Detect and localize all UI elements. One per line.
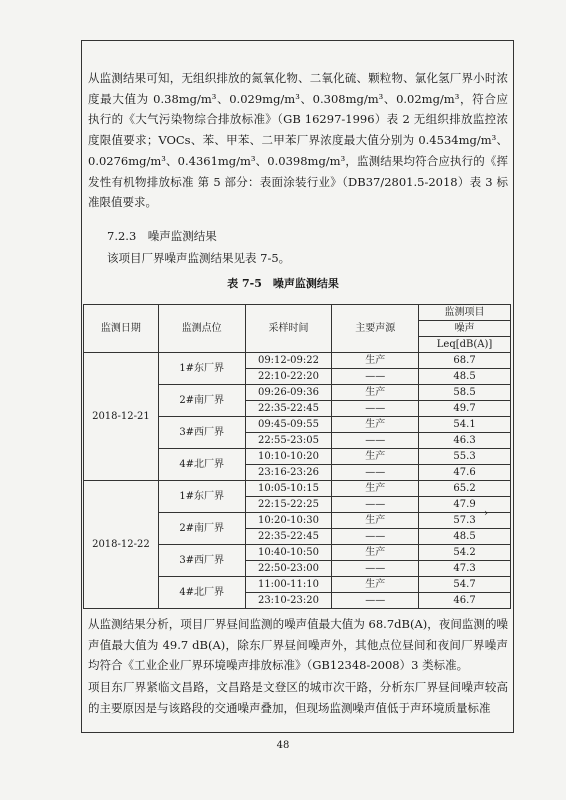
cell-date: 2018-12-22 (84, 481, 159, 609)
cell-time: 10:10-10:20 (245, 449, 332, 465)
paragraph-noise-analysis: 从监测结果分析，项目厂界昼间监测的噪声值最大值为 68.7dB(A)，夜间监测的噪声值最大值为 49.7 dB(A)，除东厂界昼间噪声外，其他点位昼间和夜间厂界噪声均符合《工业企业厂界环境噪声排放标准》（GB12348-2008）3 类标准。 (88, 617, 508, 673)
cell-value: 54.7 (419, 577, 511, 593)
cell-value: 46.3 (419, 433, 511, 449)
cell-value: 49.7 (419, 401, 511, 417)
cell-value: 54.1 (419, 417, 511, 433)
cell-source: 生产 (332, 577, 419, 593)
cell-source: —— (332, 561, 419, 577)
cell-time: 22:35-22:45 (245, 401, 332, 417)
cell-value: 65.2 (419, 481, 511, 497)
cell-source: 生产 (332, 545, 419, 561)
noise-table (83, 304, 511, 609)
cell-value: 48.5 (419, 529, 511, 545)
cell-point: 4#北厂界 (158, 577, 245, 609)
cell-value: 58.5 (419, 385, 511, 401)
cell-point: 1#东厂界 (158, 481, 245, 513)
table-caption: 表 7-5 噪声监测结果 (227, 277, 339, 290)
margin-mark: › (484, 508, 488, 519)
cell-date: 2018-12-21 (84, 353, 159, 481)
cell-time: 22:50-23:00 (245, 561, 332, 577)
section-heading: 7.2.3 噪声监测结果 (107, 229, 217, 243)
cell-time: 09:12-09:22 (245, 353, 332, 369)
cell-source: —— (332, 465, 419, 481)
cell-source: —— (332, 593, 419, 609)
cell-source: 生产 (332, 417, 419, 433)
cell-source: 生产 (332, 481, 419, 497)
cell-time: 10:05-10:15 (245, 481, 332, 497)
cell-source: 生产 (332, 449, 419, 465)
cell-source: —— (332, 497, 419, 513)
cell-point: 2#南厂界 (158, 513, 245, 545)
cell-value: 55.3 (419, 449, 511, 465)
cell-point: 3#西厂界 (158, 417, 245, 449)
cell-source: 生产 (332, 385, 419, 401)
table-row (84, 353, 511, 369)
cell-point: 4#北厂界 (158, 449, 245, 481)
paragraph-air-results: 从监测结果可知，无组织排放的氮氧化物、二氧化硫、颗粒物、氯化氢厂界小时浓度最大值为 0.38mg/m³、0.029mg/m³、0.308mg/m³、0.02mg/m³，符合应执行的《大气污染物综合排放标准》（GB 16297-1996）表 2 无组织排放监控浓度限值要求；VOCs、苯、甲苯、二甲苯厂界浓度最大值分别为 0.4534mg/m³、0.0276mg/m³、0.4361mg/m³、0.0398mg/m³，监测结果均符合应执行的《挥发性有机物排放标准 第 5 部分：表面涂装行业》（DB37/2801.5-2018）表 3 标准限值要求。 (88, 71, 508, 210)
cell-time: 10:20-10:30 (245, 513, 332, 529)
cell-value: 47.6 (419, 465, 511, 481)
header-point: 监测点位 (158, 305, 245, 353)
cell-value: 47.9 (419, 497, 511, 513)
table-row (84, 481, 511, 497)
cell-time: 22:10-22:20 (245, 369, 332, 385)
cell-value: 57.3 (419, 513, 511, 529)
header-date: 监测日期 (84, 305, 159, 353)
cell-point: 2#南厂界 (158, 385, 245, 417)
cell-source: —— (332, 369, 419, 385)
cell-value: 54.2 (419, 545, 511, 561)
header-noise: 噪声 (419, 321, 511, 337)
table-intro: 该项目厂界噪声监测结果见表 7-5。 (107, 251, 291, 265)
cell-source: 生产 (332, 513, 419, 529)
header-unit: Leq[dB(A)] (419, 337, 511, 353)
cell-time: 10:40-10:50 (245, 545, 332, 561)
cell-time: 09:26-09:36 (245, 385, 332, 401)
cell-time: 22:55-23:05 (245, 433, 332, 449)
header-time: 采样时间 (245, 305, 332, 353)
cell-value: 47.3 (419, 561, 511, 577)
cell-source: —— (332, 529, 419, 545)
cell-time: 22:35-22:45 (245, 529, 332, 545)
cell-source: —— (332, 433, 419, 449)
cell-value: 46.7 (419, 593, 511, 609)
paragraph-east-boundary: 项目东厂界紧临文昌路，文昌路是文登区的城市次干路，分析东厂界昼间噪声较高的主要原因是与该路段的交通噪声叠加，但现场监测噪声值低于声环境质量标准 (88, 680, 508, 715)
cell-time: 23:16-23:26 (245, 465, 332, 481)
noise-table-container (83, 304, 511, 609)
cell-time: 11:00-11:10 (245, 577, 332, 593)
cell-time: 22:15-22:25 (245, 497, 332, 513)
header-source: 主要声源 (332, 305, 419, 353)
cell-source: —— (332, 401, 419, 417)
page-number: 48 (276, 740, 290, 751)
cell-time: 23:10-23:20 (245, 593, 332, 609)
header-item: 监测项目 (419, 305, 511, 321)
cell-value: 68.7 (419, 353, 511, 369)
cell-value: 48.5 (419, 369, 511, 385)
cell-source: 生产 (332, 353, 419, 369)
cell-point: 1#东厂界 (158, 353, 245, 385)
cell-time: 09:45-09:55 (245, 417, 332, 433)
cell-point: 3#西厂界 (158, 545, 245, 577)
